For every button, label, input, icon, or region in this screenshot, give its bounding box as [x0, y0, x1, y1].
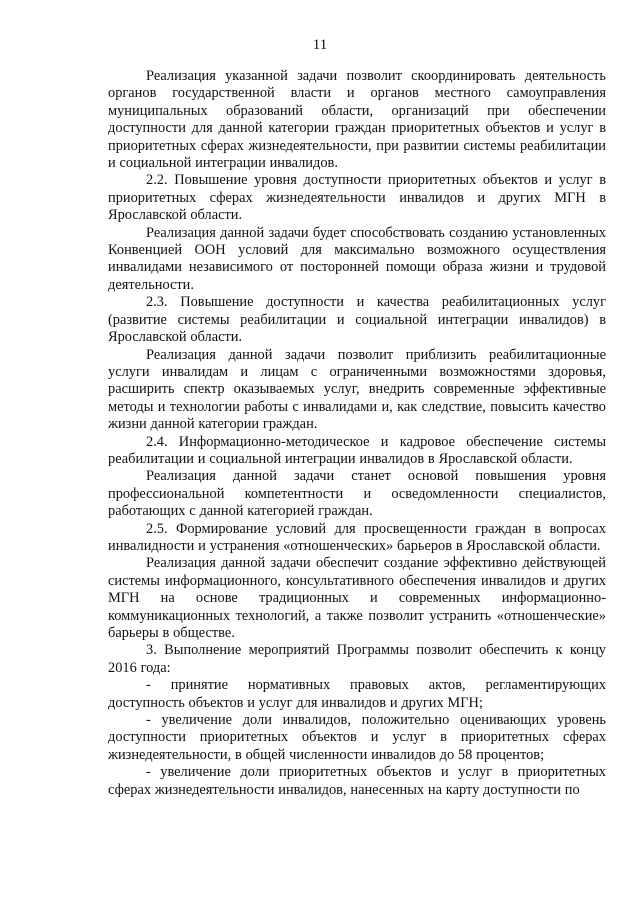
page-number: 11	[312, 37, 328, 53]
list-item: - принятие нормативных правовых актов, регламентирующих доступность объектов и услуг для инвалидов и других МГН;	[108, 677, 606, 711]
paragraph: 3. Выполнение мероприятий Программы позволит обеспечить к концу 2016 года:	[108, 642, 606, 676]
paragraph: Реализация данной задачи станет основой повышения уровня профессиональной компетентности и осведомленности специалистов, работающих с данной категорией граждан.	[108, 468, 606, 520]
paragraph: Реализация данной задачи обеспечит создание эффективно действующей системы информационного, консультативного обеспечения инвалидов и других МГН на основе традиционных и современных информационно-коммуникационных технологий, а также позволит устранить «отношенческие» барьеры в обществе.	[108, 555, 606, 641]
list-item: - увеличение доли инвалидов, положительно оценивающих уровень доступности приоритетных объектов и услуг в приоритетных сферах жизнедеятельности, в общей численности инвалидов до 58 процентов;	[108, 712, 606, 763]
paragraph: Реализация указанной задачи позволит скоординировать деятельность органов государственной власти и органов местного самоуправления муниципальных образований области, организаций при обеспечении доступности для данной категории граждан приоритетных объектов и услуг в приоритетных сферах жизнедеятельности, при развитии системы реабилитации и социальной интеграции инвалидов.	[108, 68, 606, 172]
list-item: - увеличение доли приоритетных объектов и услуг в приоритетных сферах жизнедеятельности инвалидов, нанесенных на карту доступности по	[108, 764, 606, 798]
paragraph: 2.3. Повышение доступности и качества реабилитационных услуг (развитие системы реабилитации и социальной интеграции инвалидов) в Ярославской области.	[108, 294, 606, 346]
paragraph: Реализация данной задачи будет способствовать созданию установленных Конвенцией ООН условий для максимально возможного осуществления инвалидами независимого от посторонней помощи образа жизни и трудовой деятельности.	[108, 224, 606, 293]
paragraph: 2.5. Формирование условий для просвещенности граждан в вопросах инвалидности и устранения «отношенческих» барьеров в Ярославской области.	[108, 520, 606, 554]
document-body	[108, 68, 606, 799]
paragraph: 2.4. Информационно-методическое и кадровое обеспечение системы реабилитации и социальной интеграции инвалидов в Ярославской области.	[108, 433, 606, 467]
paragraph: 2.2. Повышение уровня доступности приоритетных объектов и услуг в приоритетных сферах жизнедеятельности инвалидов и других МГН в Ярославской области.	[108, 172, 606, 224]
paragraph: Реализация данной задачи позволит приблизить реабилитационные услуги инвалидам и лицам с ограниченными возможностями здоровья, расширить спектр оказываемых услуг, внедрить современные эффективные методы и технологии работы с инвалидами и, как следствие, повысить качество жизни данной категории граждан.	[108, 346, 606, 433]
